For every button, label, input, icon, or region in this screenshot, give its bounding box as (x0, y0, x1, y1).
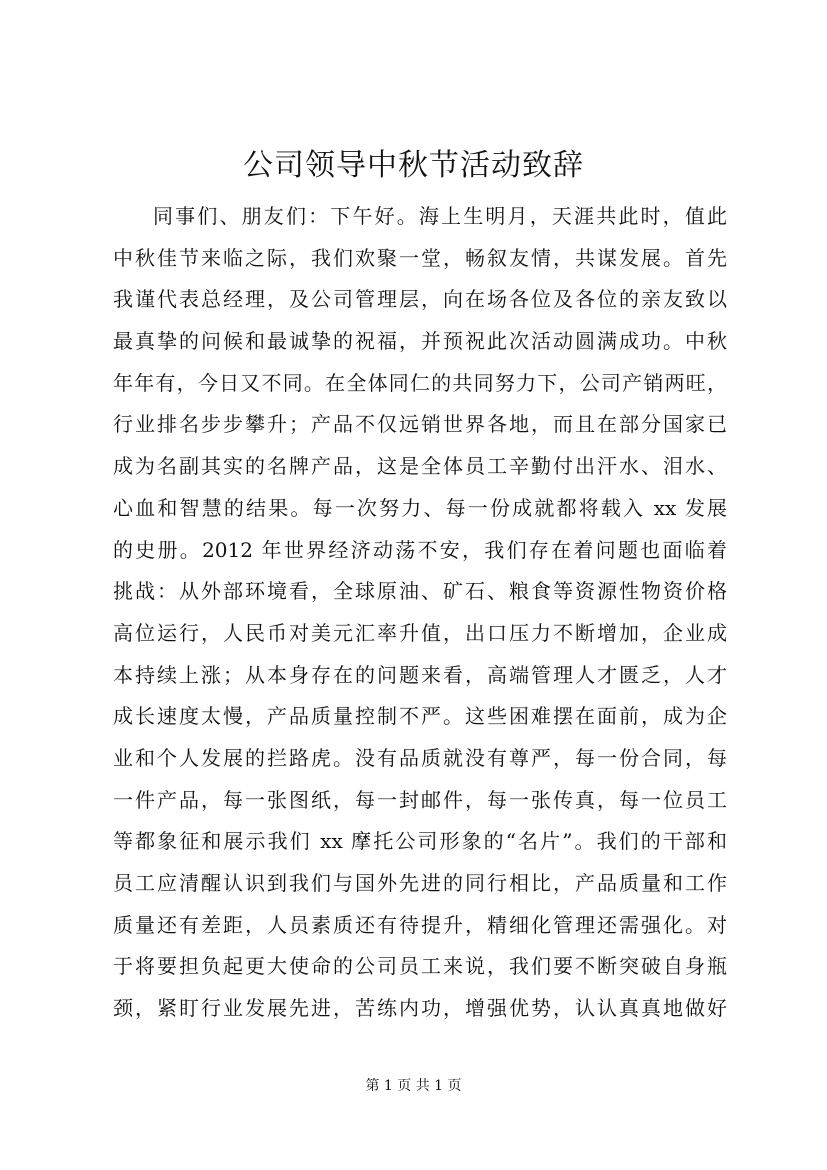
paragraph-line: 行业排名步步攀升；产品不仅远销世界各地，而且在部分国家已 (113, 412, 727, 437)
paragraph-line: 业和个人发展的拦路虎。没有品质就没有尊严，每一份合同，每 (113, 745, 727, 770)
paragraph-line: 颈，紧盯行业发展先进，苦练内功，增强优势，认认真真地做好 (113, 996, 727, 1021)
page-number-footer: 第 1 页 共 1 页 (365, 1078, 462, 1094)
document-body (113, 196, 727, 1030)
paragraph-line: 一件产品，每一张图纸，每一封邮件，每一张传真，每一位员工 (113, 787, 727, 812)
paragraph-line: 的史册。2012 年世界经济动荡不安，我们存在着问题也面临着 (113, 537, 727, 562)
paragraph-line: 员工应清醒认识到我们与国外先进的同行相比，产品质量和工作 (113, 871, 727, 895)
paragraph-line: 中秋佳节来临之际，我们欢聚一堂，畅叙友情，共谋发展。首先 (113, 245, 727, 270)
paragraph-line: 同事们、朋友们：下午好。海上生明月，天涯共此时，值此 (153, 204, 727, 228)
paragraph-line: 高位运行，人民币对美元汇率升值，出口压力不断增加，企业成 (113, 620, 727, 645)
paragraph-line: 我谨代表总经理，及公司管理层，向在场各位及各位的亲友致以 (113, 287, 727, 312)
paragraph-line: 于将要担负起更大使命的公司员工来说，我们要不断突破自身瓶 (113, 954, 727, 979)
paragraph-line: 成为名副其实的名牌产品，这是全体员工辛勤付出汗水、泪水、 (113, 454, 727, 479)
paragraph-line: 成长速度太慢，产品质量控制不严。这些困难摆在面前，成为企 (113, 704, 727, 729)
paragraph-line: 最真挚的问候和最诚挚的祝福，并预祝此次活动圆满成功。中秋 (113, 329, 727, 354)
paragraph-line: 挑战：从外部环境看，全球原油、矿石、粮食等资源性物资价格 (113, 579, 727, 604)
paragraph-line: 等都象征和展示我们 xx 摩托公司形象的“名片”。我们的干部和 (113, 829, 727, 854)
paragraph-line: 质量还有差距，人员素质还有待提升，精细化管理还需强化。对 (113, 912, 727, 937)
paragraph-line: 心血和智慧的结果。每一次努力、每一份成就都将载入 xx 发展 (113, 495, 727, 520)
paragraph-line: 年年有，今日又不同。在全体同仁的共同努力下，公司产销两旺， (113, 370, 727, 395)
paragraph-line: 本持续上涨；从本身存在的问题来看，高端管理人才匮乏，人才 (113, 662, 727, 687)
document-title: 公司领导中秋节活动致辞 (243, 148, 584, 183)
